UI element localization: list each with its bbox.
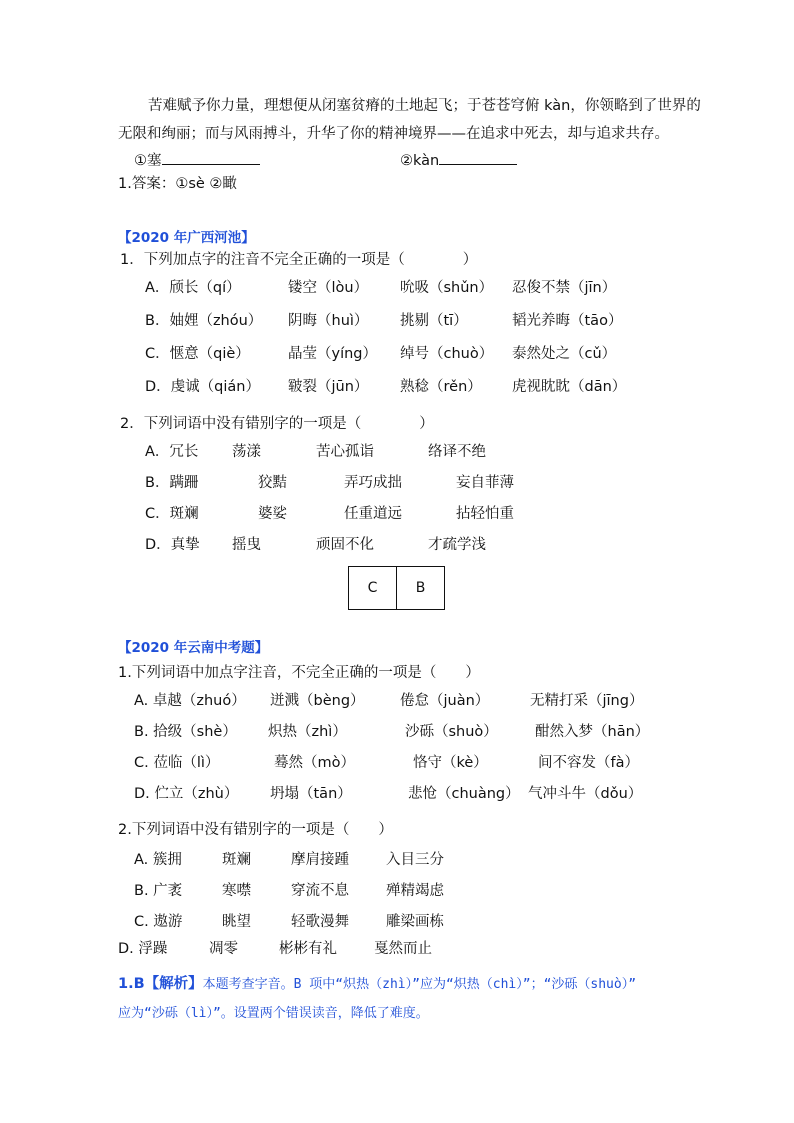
option-cell[interactable]: D．真挚 xyxy=(145,537,200,553)
option-cell: 间不容发（fà） xyxy=(538,755,639,771)
option-cell: 摩肩接踵 xyxy=(291,852,349,868)
option-cell[interactable]: D．虔诚（qián） xyxy=(145,379,260,395)
option-cell: 妄自菲薄 xyxy=(456,475,514,491)
passage-line-2: 无限和绚丽；而与风雨搏斗，升华了你的精神境界——在追求中死去，却与追求共存。 xyxy=(118,126,669,142)
option-cell: 迸溅（bèng） xyxy=(270,693,365,709)
question-stem: 2．下列词语中没有错别字的一项是（ ） xyxy=(120,416,434,432)
option-cell[interactable]: C．斑斓 xyxy=(145,506,199,522)
option-cell: 殚精竭虑 xyxy=(386,883,444,899)
option-cell: 气冲斗牛（dǒu） xyxy=(528,786,643,802)
solution-label: 1.B xyxy=(118,976,145,992)
option-cell: 熟稔（rěn） xyxy=(400,379,482,395)
option-cell: 镂空（lòu） xyxy=(288,280,369,296)
answer-table xyxy=(348,566,445,610)
fill-blank-1-line xyxy=(162,150,260,165)
option-cell: 彬彬有礼 xyxy=(279,941,337,957)
question-stem: 2.下列词语中没有错别字的一项是（ ） xyxy=(118,822,393,838)
option-cell: 轻歌漫舞 xyxy=(291,914,349,930)
option-cell[interactable]: B. 拾级（shè） xyxy=(134,724,237,740)
answer-1: 1.答案：①sè ②瞰 xyxy=(118,176,237,192)
option-cell: 苦心孤诣 xyxy=(316,444,374,460)
option-cell: 荡漾 xyxy=(232,444,261,460)
option-cell: 恪守（kè） xyxy=(413,755,488,771)
option-cell[interactable]: D. 浮躁 xyxy=(118,941,168,957)
option-cell[interactable]: A. 卓越（zhuó） xyxy=(134,693,246,709)
question-stem: 1.下列词语中加点字注音，不完全正确的一项是（ ） xyxy=(118,665,480,681)
option-cell: 阴晦（huì） xyxy=(288,313,369,329)
option-cell: 寒噤 xyxy=(222,883,251,899)
option-cell: 眺望 xyxy=(222,914,251,930)
option-cell[interactable]: B．蹒跚 xyxy=(145,475,199,491)
option-cell: 绰号（chuò） xyxy=(400,346,494,362)
solution-line-1 xyxy=(118,974,636,995)
answer-cell-2: B xyxy=(396,567,444,609)
option-cell: 摇曳 xyxy=(232,537,261,553)
passage-line-1: 苦难赋予你力量，理想便从闭塞贫瘠的土地起飞；于苍苍穹俯 kàn，你领略到了世界的 xyxy=(148,98,701,114)
option-cell: 凋零 xyxy=(209,941,238,957)
fill-blank-2-line xyxy=(439,150,517,165)
option-cell: 婆娑 xyxy=(258,506,287,522)
option-cell: 才疏学浅 xyxy=(428,537,486,553)
option-cell[interactable]: A．冗长 xyxy=(145,444,199,460)
option-cell: 蓦然（mò） xyxy=(274,755,355,771)
solution-line-2: 应为“沙砾（lì）”。设置两个错误读音，降低了难度。 xyxy=(118,1006,429,1021)
fill-blank-1[interactable] xyxy=(134,150,260,171)
option-cell: 吮吸（shǔn） xyxy=(400,280,494,296)
option-cell: 络译不绝 xyxy=(428,444,486,460)
fill-blank-2[interactable] xyxy=(400,150,517,171)
option-cell: 任重道远 xyxy=(344,506,402,522)
option-cell: 泰然处之（cǔ） xyxy=(512,346,617,362)
option-cell: 韬光养晦（tāo） xyxy=(512,313,623,329)
option-cell[interactable]: C. 莅临（lì） xyxy=(134,755,220,771)
section-heading-guangxi: 【2020 年广西河池】 xyxy=(118,230,255,246)
fill-blank-1-label: ①塞 xyxy=(134,153,162,169)
option-cell: 顽固不化 xyxy=(316,537,374,553)
option-cell: 弄巧成拙 xyxy=(344,475,402,491)
solution-text-1: 本题考查字音。B 项中“炽热（zhì）”应为“炽热（chì）”；“沙砾（shuò）” xyxy=(202,977,637,992)
option-cell: 无精打采（jīng） xyxy=(530,693,644,709)
option-cell: 倦怠（juàn） xyxy=(400,693,490,709)
option-cell: 雕梁画栋 xyxy=(386,914,444,930)
option-cell[interactable]: A．颀长（qí） xyxy=(145,280,241,296)
option-cell: 斑斓 xyxy=(222,852,251,868)
option-cell: 悲怆（chuàng） xyxy=(408,786,520,802)
option-cell[interactable]: C. 遨游 xyxy=(134,914,183,930)
option-cell: 忍俊不禁（jīn） xyxy=(512,280,617,296)
option-cell[interactable]: A. 簇拥 xyxy=(134,852,182,868)
option-cell: 皲裂（jūn） xyxy=(288,379,369,395)
option-cell[interactable]: B．妯娌（zhóu） xyxy=(145,313,263,329)
solution-tag: 【解析】 xyxy=(144,976,203,992)
option-cell: 拈轻怕重 xyxy=(456,506,514,522)
option-cell: 挑剔（tī） xyxy=(400,313,468,329)
option-cell[interactable]: D. 伫立（zhù） xyxy=(134,786,239,802)
option-cell: 晶莹（yíng） xyxy=(288,346,378,362)
option-cell: 酣然入梦（hān） xyxy=(535,724,650,740)
option-cell: 炽热（zhì） xyxy=(268,724,347,740)
option-cell[interactable]: C．惬意（qiè） xyxy=(145,346,250,362)
option-cell[interactable]: B. 广袤 xyxy=(134,883,183,899)
option-cell: 沙砾（shuò） xyxy=(405,724,498,740)
section-heading-yunnan: 【2020 年云南中考题】 xyxy=(118,640,269,656)
question-stem: 1．下列加点字的注音不完全正确的一项是（ ） xyxy=(120,252,478,268)
option-cell: 戛然而止 xyxy=(374,941,432,957)
answer-cell-1: C xyxy=(367,580,378,596)
option-cell: 穿流不息 xyxy=(291,883,349,899)
option-cell: 狡黠 xyxy=(258,475,287,491)
option-cell: 虎视眈眈（dān） xyxy=(512,379,627,395)
fill-blank-2-label: ②kàn xyxy=(400,153,440,169)
option-cell: 坍塌（tān） xyxy=(270,786,352,802)
option-cell: 入目三分 xyxy=(386,852,444,868)
